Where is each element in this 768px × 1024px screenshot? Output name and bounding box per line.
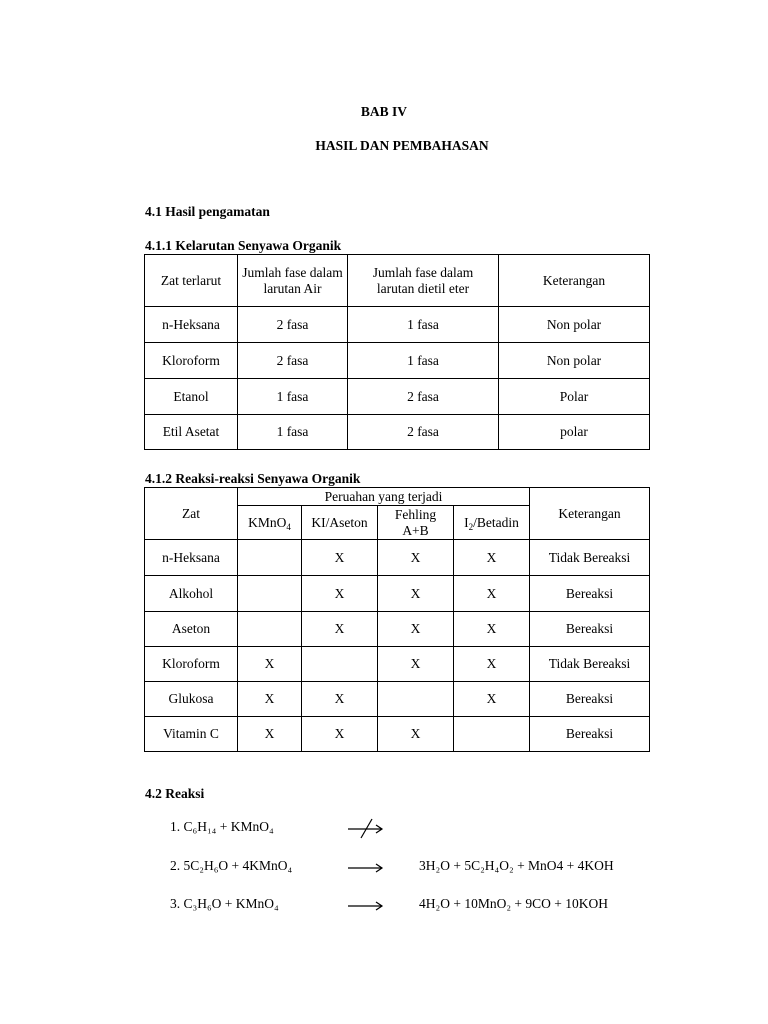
table-cell: X — [238, 647, 302, 682]
table-cell: 2 fasa — [348, 379, 499, 415]
column-header-ki-aseton: KI/Aseton — [302, 506, 378, 540]
table-row — [145, 682, 650, 717]
table-cell — [238, 612, 302, 647]
table-cell: X — [302, 540, 378, 576]
table-cell: Alkohol — [145, 576, 238, 612]
no-reaction-arrow-icon — [346, 816, 386, 840]
table-row — [145, 415, 650, 450]
table-cell — [454, 717, 530, 752]
column-header: Keterangan — [530, 488, 650, 540]
reaction-2-left: 2. 5C₂H₆O + 4KMnO₄ — [170, 858, 293, 873]
table-cell — [238, 540, 302, 576]
table-cell: Kloroform — [145, 647, 238, 682]
table-cell: X — [302, 612, 378, 647]
column-header: Keterangan — [499, 255, 650, 307]
column-header: Zat — [145, 488, 238, 540]
table-row — [145, 717, 650, 752]
column-header: Jumlah fase dalam larutan dietil eter — [348, 255, 499, 307]
table-cell: polar — [499, 415, 650, 450]
table-cell: n-Heksana — [145, 540, 238, 576]
table-cell: Glukosa — [145, 682, 238, 717]
subsection-heading-reaksi: 4.1.2 Reaksi-reaksi Senyawa Organik — [145, 471, 361, 486]
column-header-i2-betadin: $I_2$/Betadin — [454, 506, 530, 540]
table-cell: Polar — [499, 379, 650, 415]
table-cell: 1 fasa — [238, 415, 348, 450]
table-cell: 2 fasa — [348, 415, 499, 450]
table-cell: 1 fasa — [348, 307, 499, 343]
right-arrow-icon — [346, 859, 386, 877]
table-cell: X — [454, 647, 530, 682]
solubility-table — [144, 254, 650, 450]
column-header: Zat terlarut — [145, 255, 238, 307]
table-cell: Aseton — [145, 612, 238, 647]
table-header-row — [145, 488, 650, 506]
table-cell: Non polar — [499, 343, 650, 379]
reaction-3-left: 3. C₃H₆O + KMnO₄ — [170, 896, 279, 911]
column-group-header: Peruahan yang terjadi — [238, 488, 530, 506]
right-arrow-icon — [346, 897, 386, 915]
reactions-table — [144, 487, 650, 752]
table-cell: X — [238, 717, 302, 752]
table-row — [145, 612, 650, 647]
table-cell: Bereaksi — [530, 612, 650, 647]
table-cell: Bereaksi — [530, 717, 650, 752]
table-cell — [378, 682, 454, 717]
table-cell: 2 fasa — [238, 343, 348, 379]
table-cell — [302, 647, 378, 682]
chapter-number: BAB IV — [360, 104, 408, 119]
table-cell: X — [302, 717, 378, 752]
reaction-1-left: 1. C₆H₁₄ + KMnO₄ — [170, 819, 274, 834]
table-cell: X — [378, 612, 454, 647]
table-cell: X — [454, 576, 530, 612]
table-row — [145, 343, 650, 379]
column-header-fehling: Fehling A+B — [378, 506, 454, 540]
table-cell: Etanol — [145, 379, 238, 415]
table-cell: X — [378, 540, 454, 576]
table-cell: X — [454, 540, 530, 576]
table-cell: Bereaksi — [530, 682, 650, 717]
table-cell: X — [378, 717, 454, 752]
table-cell — [238, 576, 302, 612]
table-cell: Vitamin C — [145, 717, 238, 752]
table-cell: 2 fasa — [238, 307, 348, 343]
table-row — [145, 307, 650, 343]
table-row — [145, 379, 650, 415]
table-cell: X — [238, 682, 302, 717]
column-header: Jumlah fase dalam larutan Air — [238, 255, 348, 307]
table-cell: Tidak Bereaksi — [530, 647, 650, 682]
table-cell: 1 fasa — [348, 343, 499, 379]
section-heading-hasil: 4.1 Hasil pengamatan — [145, 204, 270, 219]
table-cell: X — [302, 682, 378, 717]
table-cell: X — [378, 647, 454, 682]
table-cell: Non polar — [499, 307, 650, 343]
section-heading-reaksi: 4.2 Reaksi — [145, 786, 205, 801]
table-cell: X — [378, 576, 454, 612]
table-cell: X — [454, 612, 530, 647]
reaction-2-right: 3H₂O + 5C₂H₄O₂ + MnO4 + 4KOH — [419, 858, 614, 873]
table-header-row — [145, 255, 650, 307]
table-cell: Bereaksi — [530, 576, 650, 612]
chapter-title: HASIL DAN PEMBAHASAN — [315, 138, 489, 153]
table-cell: n-Heksana — [145, 307, 238, 343]
reaction-3-right: 4H₂O + 10MnO₂ + 9CO + 10KOH — [419, 896, 609, 911]
subsection-heading-kelarutan: 4.1.1 Kelarutan Senyawa Organik — [145, 238, 342, 253]
table-cell: Kloroform — [145, 343, 238, 379]
table-row — [145, 576, 650, 612]
table-cell: 1 fasa — [238, 379, 348, 415]
table-cell: Etil Asetat — [145, 415, 238, 450]
table-cell: Tidak Bereaksi — [530, 540, 650, 576]
table-row — [145, 540, 650, 576]
table-cell: X — [454, 682, 530, 717]
column-header-kmno4: KMnO$_4$ — [238, 506, 302, 540]
table-row — [145, 647, 650, 682]
table-cell: X — [302, 576, 378, 612]
